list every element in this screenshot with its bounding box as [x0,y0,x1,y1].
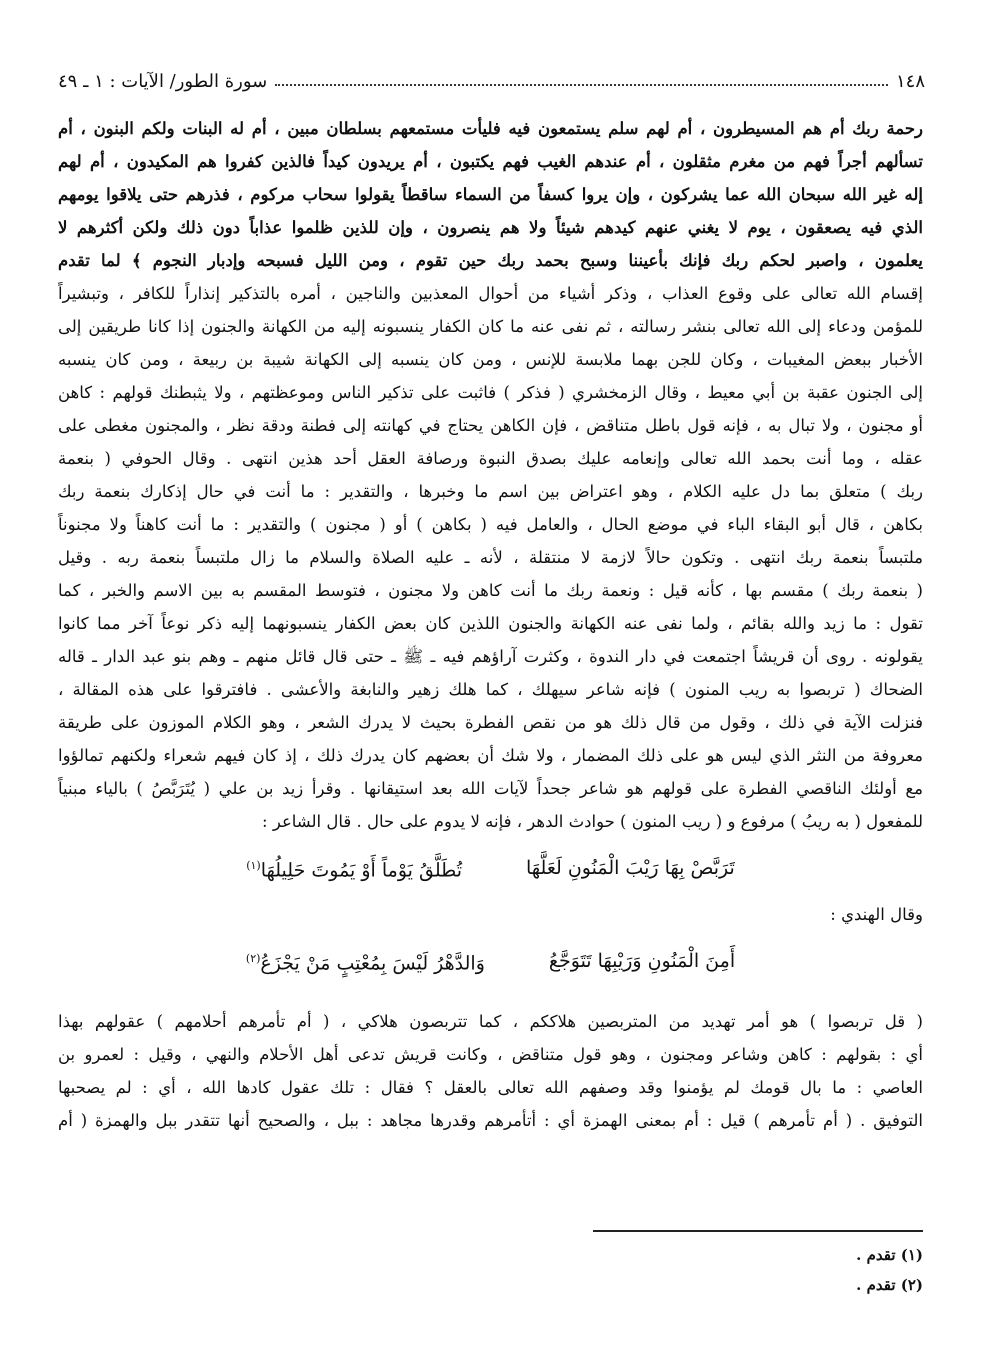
text-line: الضحاك ( تربصوا به ريب المنون ) فإنه شاعر سيهلك ، كما هلك زهير والنابغة والأعشى . فافترقوا على هذه المقالة ، [58,680,923,699]
text-line: ( قل تربصوا ) هو أمر تهديد من المتربصين هلاككم ، كما تتربصون هلاكي ، ( أم تأمرهم أحلامهم ) عقولهم بهذا [58,1012,923,1031]
text-line: إلى الجنون عقبة بن أبي معيط ، وقال الزمخشري ( فذكر ) فاثبت على تذكير الناس وموعظتهم ، ولا يثبطنك قولهم : كاهن [58,383,923,402]
verse-2-hemistich-1: أَمِنَ الْمَنُونِ وَرَيْبِهَا تَتَوَجَّعُ [548,949,736,972]
text-line: معروفة من النثر الذي ليس هو على ذلك المضمار ، ولا شك أن بعضهم كان يدرك ذلك ، إذ كان فيهم شعراء ولكنهم تمالؤوا [58,746,923,765]
text-line: العاصي : ما بال قومك لم يؤمنوا وقد وصفهم الله تعالى بالعقل ؟ فقال : تلك عقول كادها الله ، أي : لم يصحبها [58,1078,923,1097]
text-line: ملتبساً بنعمة ربك انتهى . وتكون حالاً لازمة لا منتقلة ، لأنه ـ عليه الصلاة والسلام ما زال ملتبساً بنعمة ربه . وقيل [58,548,923,567]
page-header [58,66,925,96]
text-line: رحمة ربك أم هم المسيطرون ، أم لهم سلم يستمعون فيه فليأت مستمعهم بسلطان مبين ، أم له البنات ولكم البنون ، أم [58,119,923,138]
text-line: أي : بقولهم : كاهن وشاعر ومجنون ، وهو قول متناقض ، وكانت قريش تدعى أهل الأحلام والنهي ، وقيل : لعمرو بن [58,1045,923,1064]
text-line: تسألهم أجراً فهم من مغرم مثقلون ، أم عندهم الغيب فهم يكتبون ، أم يريدون كيداً فالذين كفروا هم المكيدون ، أم لهم [58,152,923,171]
footnote-2: (٢) تقدم . [856,1276,923,1294]
text-line: بكاهن ، قال أبو البقاء الباء في موضع الحال ، والعامل فيه ( بكاهن ) أو ( مجنون ) والتقدير : ما أنت كاهناً ولا مجنوناً [58,515,923,534]
text-line: الأخبار ببعض المغيبات ، وكان للجن بهما ملابسة للإنس ، ومن كان ينسبه إلى الكهانة شيبة بن ربيعة ، ومن كان ينسبه [58,350,923,369]
text-line: عقله ، وما أنت بحمد الله تعالى وإنعامه عليك بصدق النبوة ورصافة العقل أحد هذين انتهى . وقال الحوفي ( بنعمة [58,449,923,468]
verse-2-hemistich-2: وَالدَّهْرُ لَيْسَ بِمُعْتِبٍ مَنْ يَجْزَعُ$^{(٢)}$ [245,951,485,975]
header-title: سورة الطور/ الآيات : ١ ـ ٤٩ [58,70,268,92]
text-line: إقسام الله تعالى على وقوع العذاب ، وذكر أشياء من أحوال المعذبين والناجين ، أمره بالتذكير إنذاراً للكافر ، وتبشيراً [58,284,923,303]
footnote-1: (١) تقدم . [856,1246,923,1264]
page-number: ١٤٨ [895,70,925,92]
text-line: فنزلت الآية في ذلك ، وقول من قال ذلك هو من نقص الفطرة بحيث لا يدرك الشعر ، وهو الكلام الموزون على طريقة [58,713,923,732]
text-line: يقولونه . روى أن قريشاً اجتمعت في دار الندوة ، وكثرت آراؤهم فيه ـ ﷺ ـ حتى قال قائل منهم ـ وهم بنو عبد الدار ـ قاله [58,647,923,666]
text-line: للمؤمن ودعاء إلى الله تعالى بنشر رسالته ، ثم نفى عنه ما كان الكفار ينسبونه إليه من الكهانة والجنون إذا كانا طريقين إلى [58,317,923,336]
text-line: الذي فيه يصعقون ، يوم لا يغني عنهم كيدهم شيئاً ولا هم ينصرون ، وإن للذين ظلموا عذاباً دون ذلك ولكن أكثرهم لا [58,218,923,237]
text-line: يعلمون ، واصبر لحكم ربك فإنك بأعيننا وسبح بحمد ربك حين تقوم ، ومن الليل فسبحه وإدبار النجوم ﴾ لما تقدم [58,251,923,270]
text-line: ( بنعمة ربك ) مقسم بها ، كأنه قيل : ونعمة ربك ما أنت كاهن ولا مجنون ، فتوسط المقسم به بين الاسم والخبر ، كما [58,581,923,600]
main-text [58,112,923,1137]
text-line: إله غير الله سبحان الله عما يشركون ، وإن يروا كسفاً من السماء ساقطاً يقولوا سحاب مركوم ، فذرهم حتى يلاقوا يومهم [58,185,923,204]
header-leader-dots [275,84,888,86]
text-line: تقول : ما زيد والله بقائم ، ولما نفى عنه الكهانة والجنون اللذين كان بعض الكفار ينسبونهما إليه ذكر نوعاً آخر مما كانوا [58,614,923,633]
footnote-divider [593,1230,923,1232]
poetry-verse-1 [58,838,923,898]
text-line: ربك ) متعلق بما دل عليه الكلام ، وهو اعتراض بين اسم ما وخبرها ، والتقدير : ما أنت في حال إذكارك بنعمة ربك [58,482,923,501]
text-line: التوفيق . ( أم تأمرهم ) قيل : أم بمعنى الهمزة أي : أتأمرهم وقدرها مجاهد : ببل ، والصحيح أنها تتقدر ببل والهمزة ( أم [58,1111,923,1130]
poetry-verse-2 [58,931,923,991]
verse-1-hemistich-2: تُطَلَّقُ يَوْماً أَوْ يَمُوتَ حَلِيلُهَا$^{(١)}$ [246,858,462,882]
poet-intro: وقال الهندي : [830,905,923,924]
footnote-mark-1: (١) [246,858,261,872]
text-line: للمفعول ( به ريبُ ) مرفوع و ( ريب المنون ) حوادث الدهر ، فإنه لا يدوم على حال . قال الشاعر : [262,812,923,831]
footnote-mark-2: (٢) [245,951,261,965]
footnotes [856,1240,923,1300]
text-line: أو مجنون ، ولا تبال به ، فإنه قول باطل متناقض ، فإن الكاهن يحتاج في كهانته إلى فطنة ودقة نظر ، والمجنون مغطى على [58,416,923,435]
verse-1-hemistich-1: تَرَبَّصْ بِهَا رَيْبَ الْمَنُونِ لَعَلَّهَا [526,856,735,879]
text-line: مع أولئك الناقصي الفطرة على قولهم هو شاعر جحداً لآيات الله بعد استيقانها . وقرأ زيد بن علي ( يُتَرَبَّصُ ) بالياء مبنياً [58,779,923,798]
